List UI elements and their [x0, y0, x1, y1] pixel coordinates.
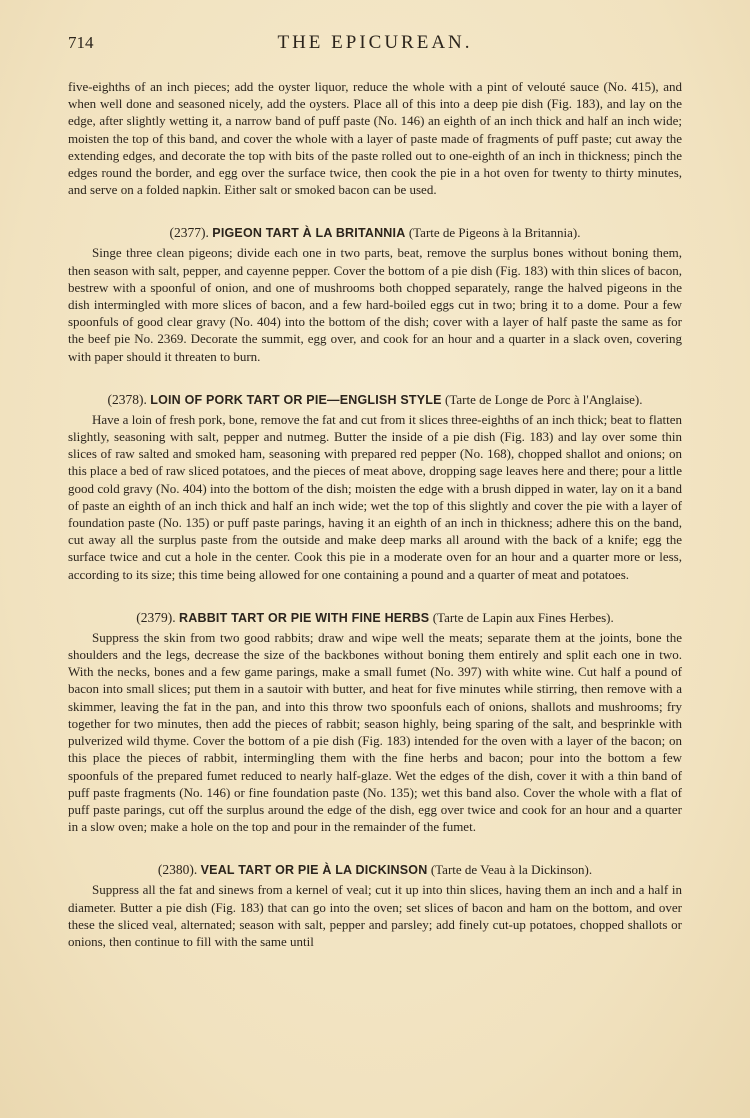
recipe-2379 — [68, 609, 682, 835]
recipe-number: (2380). — [157, 862, 198, 878]
recipe-body: Singe three clean pigeons; divide each one in two parts, beat, remove the surplus bones without boning them, then season with salt, pepper, and cayenne pepper. Cover the bottom of a pie dish (Fig. 183) with thin slices of bacon, bestrew with a spoonful of onion, and one of mushrooms both chopped separately, range the halved pigeons in the dish intermingled with more slices of bacon, and a few hard-boiled eggs cut in two; bring it to a dome. Pour a few spoonfuls of good clear gravy (No. 404) into the bottom of the dish; cover with a layer of half paste the same as for the beef pie No. 2369. Decorate the summit, egg over, and cook for an hour and a quarter in a slack oven, covering with paper should it threaten to burn. — [68, 245, 682, 364]
intro-paragraph: five-eighths of an inch pieces; add the oyster liquor, reduce the whole with a pint of velouté sauce (No. 415), and when well done and seasoned nicely, add the oysters. Place all of this into a deep pie dish (Fig. 183), and lay on the edge, after slightly wetting it, a narrow band of puff paste (No. 146) an eighth of an inch thick and half an inch wide; moisten the top of this band, and cover the whole with a layer of paste made of fragments of puff paste; cut away the extending edges, and decorate the top with bits of the paste rolled out to one-eighth of an inch in thickness; pinch the edges round the border, and egg over the surface twice, then cook the pie in a hot oven for twenty to thirty minutes, and serve on a folded napkin. Either salt or smoked bacon can be used. — [68, 79, 682, 198]
recipe-2377 — [68, 224, 682, 364]
recipe-2380 — [68, 861, 682, 950]
recipe-french-title: (Tarte de Longe de Porc à l'Anglaise). — [445, 391, 643, 407]
recipe-title: PIGEON TART À LA BRITANNIA — [212, 226, 406, 241]
recipe-number: (2379). — [136, 609, 176, 625]
page-header — [68, 32, 682, 56]
recipe-french-title: (Tarte de Lapin aux Fines Herbes). — [432, 609, 614, 625]
recipe-body: Suppress all the fat and sinews from a kernel of veal; cut it up into thin slices, having them an inch and a half in diameter. Butter a pie dish (Fig. 183) that can go into the oven; set slices of bacon and ham on the bottom, and over these the sliced veal, alternated; season with salt, pepper and parsley; add finely cut-up potatoes, chopped shallots or onions, then continue to fill with the same until — [68, 882, 682, 949]
recipe-heading — [68, 861, 682, 879]
recipe-french-title: (Tarte de Veau à la Dickinson). — [430, 862, 593, 878]
recipe-french-title: (Tarte de Pigeons à la Britannia). — [408, 225, 581, 241]
recipe-title: VEAL TART OR PIE À LA DICKINSON — [200, 863, 428, 878]
running-title: THE EPICUREAN. — [277, 32, 473, 53]
recipe-heading — [68, 224, 682, 242]
recipe-number: (2378). — [107, 391, 147, 407]
recipe-title: RABBIT TART OR PIE WITH FINE HERBS — [179, 610, 430, 625]
recipe-title: LOIN OF PORK TART OR PIE—ENGLISH STYLE — [150, 392, 442, 407]
recipe-body: Have a loin of fresh pork, bone, remove the fat and cut from it slices three-eighths of an inch thick; beat to flatten slightly, seasoning with salt, pepper and nutmeg. Butter the inside of a pie dish (Fig. 183) and lay over some thin slices of raw salted and smoked ham, seasoning with prepared red pepper (No. 168), chopped shallot and onions; on this place a bed of raw sliced potatoes, and the pieces of meat above, dropping sage leaves here and there; pour a little good cold gravy (No. 404) into the bottom of the dish; moisten the edge with a brush dipped in water, lay on it a band of paste an eighth of an inch thick and half an inch wide; wet the top of this slightly and cover the pie with a layer of foundation paste (No. 135) or puff paste parings, having it an eighth of an inch in thickness; adhere this on the band, cut away all the surplus paste from the outside and make deep marks all around with the back of a knife; egg the surface twice and cut a hole in the center. Cook this pie in a moderate oven for an hour and a quarter more or less, according to its size; this time being allowed for one containing a pound and a quarter of meat and potatoes. — [68, 411, 682, 582]
recipe-heading — [68, 609, 682, 627]
recipe-heading — [68, 391, 682, 409]
page-number: 714 — [68, 33, 94, 52]
recipe-body: Suppress the skin from two good rabbits; draw and wipe well the meats; separate them at the joints, bone the shoulders and the legs, decrease the size of the backbones without boning them entirely and split each one in two. With the necks, bones and a few game parings, make a small fumet (No. 397) with white wine. Cut half a pound of bacon into small slices; put them in a sautoir with butter, and heat for five minutes while stirring, then remove with a skimmer, leaving the fat in the pan, and into this throw two spoonfuls each of onions, shallots and mushrooms; fry together for two minutes, then add the pieces of rabbit; season highly, being sparing of the salt, and besprinkle with pulverized wild thyme. Cover the bottom of a pie dish (Fig. 183) intended for the oven with a layer of the bacon; on this place the pieces of rabbit, intermingling them with the fine herbs and bacon; pour into the bottom a few spoonfuls of the prepared fumet reduced to nearly half-glaze. Wet the edges of the dish, cover it with a thin band of puff paste fragments (No. 146) or fine foundation paste (No. 135); wet this band also. Cover the whole with a flat of puff paste parings, cut off the surplus around the edge of the dish, egg over twice and cook for an hour and a quarter in a slow oven; make a hole on the top and pour in the remainder of the fumet. — [68, 629, 682, 835]
recipe-2378 — [68, 391, 682, 583]
recipe-number: (2377). — [169, 225, 209, 241]
